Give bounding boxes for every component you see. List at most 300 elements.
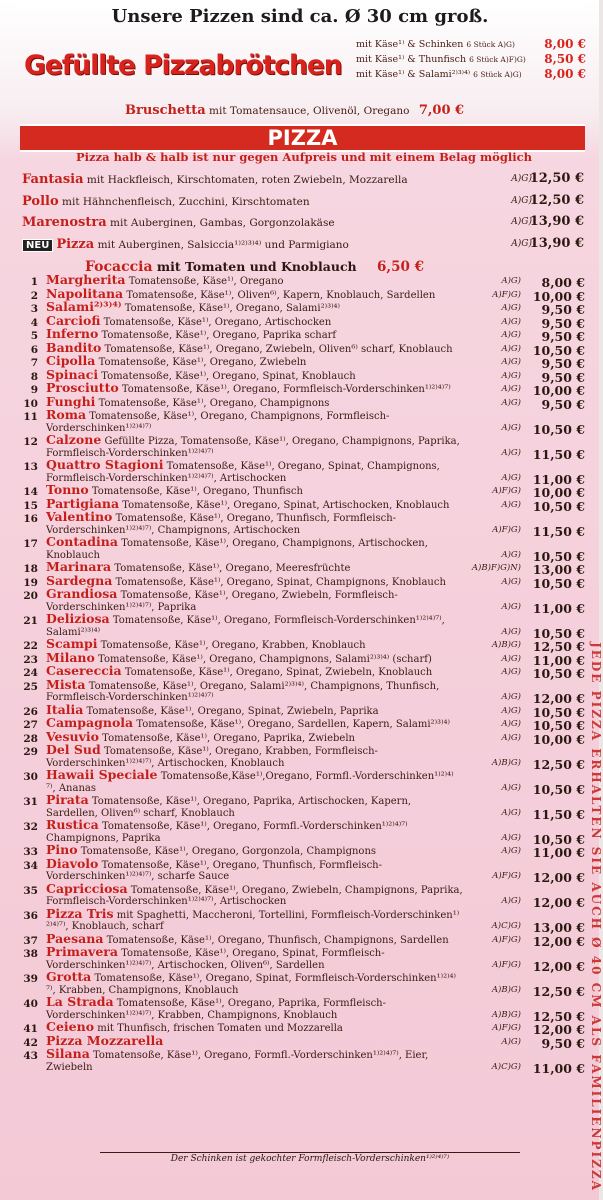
rolls-item-count: 6 Stück A)F)G) bbox=[469, 55, 526, 64]
item-number: 14 bbox=[23, 486, 38, 498]
item-desc: Tomatensoße, Käse¹⁾, Oliven⁶⁾, Kapern, Knoblauch, Sardellen bbox=[126, 289, 436, 301]
item-desc: Tomatensoße, Käse¹⁾, Oregano, Thunfisch, Formfleisch-Vorderschinken¹⁾²⁾⁴⁾⁷⁾, Champignons, Artischocken bbox=[46, 513, 397, 536]
item-name: Sardegna bbox=[46, 572, 113, 588]
menu-item bbox=[16, 969, 585, 999]
menu-item bbox=[16, 665, 585, 679]
item-number: 36 bbox=[23, 909, 38, 922]
item-name: Deliziosa bbox=[46, 611, 110, 626]
menu-item bbox=[16, 339, 585, 358]
item-number: 19 bbox=[23, 576, 38, 589]
item-name: Rustica bbox=[46, 817, 99, 832]
special-desc: mit Hackfleisch, Kirschtomaten, roten Zwiebeln, Mozzarella bbox=[86, 174, 408, 186]
item-price: 12,00 € bbox=[532, 870, 585, 885]
bruschetta-price: 7,00 € bbox=[418, 103, 465, 118]
rolls-item-label bbox=[356, 37, 515, 52]
item-number: 25 bbox=[23, 680, 38, 693]
item-name: Marinara bbox=[46, 559, 112, 574]
special-name: Pollo bbox=[22, 193, 59, 209]
item-name: Capricciosa bbox=[46, 880, 128, 896]
item-desc: Tomatensoße, Käse¹⁾, Oregano, Paprika, Artischocken, Kapern, Sardellen, Oliven⁶⁾ scharf, Knoblauch bbox=[46, 796, 412, 819]
item-price: 10,50 € bbox=[532, 718, 585, 733]
focaccia-price: 6,50 € bbox=[377, 259, 424, 275]
item-price: 9,50 € bbox=[541, 1035, 585, 1051]
rolls-item-count: 6 Stück A)G) bbox=[466, 40, 515, 49]
item-allergens: A)G) bbox=[501, 499, 521, 510]
item-name: Ceieno bbox=[46, 1019, 95, 1034]
item-desc: Tomatensoße, Käse¹⁾, Oregano, Spinat, Knoblauch bbox=[101, 370, 356, 382]
item-price: 10,50 € bbox=[532, 498, 585, 514]
item-price: 12,00 € bbox=[532, 958, 585, 974]
item-allergens: A)B)G) bbox=[491, 640, 521, 650]
side-banner bbox=[586, 630, 603, 1192]
item-text bbox=[46, 665, 463, 679]
item-desc: Tomatensoße, Käse¹⁾, Oregano, Sardellen, Kapern, Salami²⁾³⁾⁴⁾ bbox=[136, 719, 450, 730]
special-name: Marenostra bbox=[22, 215, 107, 230]
item-name: Prosciutto bbox=[46, 380, 119, 395]
item-text bbox=[46, 744, 463, 769]
menu-item bbox=[16, 312, 585, 331]
bruschetta-line bbox=[125, 103, 464, 118]
rolls-item-count: 6 Stück A)G) bbox=[473, 70, 522, 79]
item-number: 20 bbox=[23, 590, 38, 602]
item-number: 15 bbox=[23, 499, 38, 512]
item-desc: Tomatensoße, Käse¹⁾, Oregano, Spinat, Artischocken, Knoblauch bbox=[122, 499, 450, 511]
item-allergens: A)G) bbox=[501, 692, 521, 702]
item-number: 16 bbox=[23, 513, 38, 525]
item-name: Milano bbox=[46, 649, 95, 665]
item-allergens: A)G) bbox=[501, 397, 521, 408]
item-desc: Tomatensoße,Käse¹⁾,Oregano, Formfl.-Vorderschinken¹⁾²⁾⁴⁾⁷⁾, Ananas bbox=[46, 771, 454, 794]
item-name: Silana bbox=[46, 1046, 90, 1061]
item-desc: Tomatensoße, Käse¹⁾, Oregano, Zwiebeln, Formfleisch-Vorderschinken¹⁾²⁾⁴⁾⁷⁾, Paprika bbox=[46, 590, 398, 613]
rolls-item-price: 8,00 € bbox=[544, 67, 586, 81]
item-name: Margherita bbox=[46, 272, 126, 287]
item-desc: Tomatensoße, Käse¹⁾, Oregano, Champignons, Salami²⁾³⁾⁴⁾ (scharf) bbox=[98, 653, 432, 665]
menu-item bbox=[16, 844, 585, 858]
item-number: 23 bbox=[23, 653, 38, 666]
item-desc: Tomatensoße, Käse¹⁾, Oregano, Champignons, Artischocken, Knoblauch bbox=[46, 538, 428, 561]
item-allergens: A)F)G) bbox=[492, 486, 521, 496]
item-number: 18 bbox=[23, 563, 38, 575]
special-price: 13,90 € bbox=[529, 235, 584, 251]
item-text bbox=[46, 588, 463, 613]
item-desc: Tomatensoße, Käse¹⁾, Oregano, Thunfisch bbox=[91, 486, 303, 497]
item-number: 5 bbox=[30, 330, 38, 342]
special-item bbox=[22, 172, 584, 194]
item-price: 13,00 € bbox=[532, 562, 585, 577]
item-allergens: A)G) bbox=[501, 1036, 521, 1047]
item-price: 12,00 € bbox=[532, 1022, 585, 1037]
item-desc: Tomatensoße, Käse¹⁾, Oregano, Spinat, Champignons, Knoblauch bbox=[115, 576, 446, 588]
menu-item bbox=[16, 432, 585, 462]
item-allergens: A)F)G) bbox=[492, 1023, 521, 1033]
menu-item bbox=[16, 509, 585, 539]
item-desc: Tomatensoße, Käse¹⁾, Oregano, Formfl.-Vorderschinken¹⁾²⁾⁴⁾⁷⁾, Eier, Zwiebeln bbox=[46, 1050, 429, 1073]
item-number: 28 bbox=[23, 732, 38, 745]
special-price: 12,50 € bbox=[529, 171, 584, 186]
item-price: 10,50 € bbox=[532, 548, 585, 564]
item-text bbox=[46, 459, 463, 484]
item-allergens: A)G) bbox=[501, 447, 521, 458]
item-allergens: A)G) bbox=[501, 422, 521, 433]
item-desc: Tomatensoße, Käse¹⁾, Oregano, Gorgonzola, Champignons bbox=[80, 846, 377, 857]
special-price: 12,50 € bbox=[529, 192, 584, 208]
item-number: 13 bbox=[23, 461, 38, 473]
item-text bbox=[46, 1032, 463, 1049]
half-half-note: Pizza halb & halb ist nur gegen Aufpreis und mit einem Belag möglich bbox=[76, 150, 532, 164]
item-name: Napolitana bbox=[46, 285, 124, 301]
item-number: 2 bbox=[30, 289, 38, 302]
item-number: 24 bbox=[23, 667, 38, 679]
item-price: 12,50 € bbox=[532, 639, 585, 654]
menu-item bbox=[16, 880, 585, 910]
item-text bbox=[46, 638, 463, 652]
item-desc: Tomatensoße, Käse¹⁾, Oregano, Krabben, Knoblauch bbox=[100, 640, 366, 651]
item-desc: Tomatensoße, Käse¹⁾, Oregano, Paprika, Zwiebeln bbox=[102, 732, 355, 744]
pizza-section-title: PIZZA bbox=[267, 126, 338, 150]
item-allergens: A)G) bbox=[501, 576, 521, 587]
item-allergens: A)F)G) bbox=[492, 934, 521, 945]
menu-item bbox=[16, 676, 585, 706]
menu-item bbox=[16, 611, 585, 641]
item-number: 22 bbox=[23, 640, 38, 652]
item-price: 11,00 € bbox=[532, 600, 585, 616]
item-text bbox=[46, 946, 463, 971]
item-allergens: A)G) bbox=[501, 276, 521, 286]
new-badge: NEU bbox=[22, 239, 53, 252]
menu-item bbox=[16, 1046, 585, 1076]
item-allergens: A)G) bbox=[501, 626, 521, 637]
item-desc: mit Thunfisch, frischen Tomaten und Mozzarella bbox=[97, 1023, 343, 1034]
menu-item bbox=[16, 586, 585, 616]
special-price: 13,90 € bbox=[529, 214, 584, 229]
item-number: 35 bbox=[23, 884, 38, 897]
item-allergens: A)G) bbox=[501, 357, 521, 367]
item-text bbox=[46, 613, 463, 638]
item-text bbox=[46, 855, 463, 883]
item-price: 12,50 € bbox=[532, 756, 585, 772]
item-price: 13,00 € bbox=[532, 920, 585, 935]
item-name: Quattro Stagioni bbox=[46, 457, 164, 472]
item-text bbox=[46, 844, 463, 858]
item-number: 31 bbox=[23, 796, 38, 808]
item-allergens: A)G) bbox=[501, 370, 521, 381]
item-name: Funghi bbox=[46, 393, 96, 409]
item-allergens: A)G) bbox=[501, 653, 521, 664]
specials-list bbox=[22, 172, 584, 258]
item-desc: Tomatensoße, Käse¹⁾, Oregano, Paprika scharf bbox=[101, 330, 337, 341]
item-name: Vesuvio bbox=[46, 728, 99, 744]
special-allergens: A)G) bbox=[511, 217, 532, 227]
item-name: Primavera bbox=[46, 944, 118, 959]
item-number: 34 bbox=[23, 859, 38, 872]
item-text bbox=[46, 717, 463, 731]
item-name: Inferno bbox=[46, 326, 99, 341]
menu-item bbox=[16, 792, 585, 822]
menu-item bbox=[16, 742, 585, 772]
item-name: Hawaii Speciale bbox=[46, 767, 158, 782]
menu-item bbox=[16, 905, 585, 935]
item-price: 8,00 € bbox=[541, 275, 585, 290]
item-desc: Tomatensoße, Käse¹⁾, Oregano, Zwiebeln, Champignons, Paprika, Formfleisch-Vorderschinken¹⁾²⁾⁴⁾⁷⁾, Artischocken bbox=[46, 884, 463, 907]
pizza-section-bar bbox=[20, 124, 585, 152]
item-price: 12,00 € bbox=[532, 691, 585, 706]
item-allergens: A)G) bbox=[501, 667, 521, 677]
focaccia-name: Focaccia bbox=[85, 259, 153, 275]
item-price: 11,00 € bbox=[532, 1060, 585, 1076]
item-price: 11,50 € bbox=[532, 523, 585, 539]
item-text bbox=[46, 434, 463, 459]
item-number: 7 bbox=[30, 357, 38, 369]
item-price: 12,00 € bbox=[532, 895, 585, 910]
item-allergens: A)G) bbox=[501, 303, 521, 313]
item-desc: Tomatensoße, Käse¹⁾, Oregano, Champignons bbox=[98, 397, 330, 409]
side-banner-text: JEDE PIZZA ERHALTEN SIE AUCH Ø 40 CM ALS FAMILIENPIZZA bbox=[589, 642, 603, 1192]
menu-item bbox=[16, 717, 585, 731]
item-number: 43 bbox=[23, 1050, 38, 1062]
item-price: 10,50 € bbox=[532, 781, 585, 797]
item-price: 11,00 € bbox=[532, 845, 585, 860]
menu-item bbox=[16, 355, 585, 369]
item-allergens: A)B)G) bbox=[491, 984, 521, 995]
item-allergens: A)F)G) bbox=[492, 289, 521, 300]
item-desc: Tomatensoße, Käse¹⁾, Oregano bbox=[128, 276, 284, 287]
item-name: Carciofi bbox=[46, 312, 101, 328]
item-allergens: A)B)G) bbox=[491, 757, 521, 768]
item-text bbox=[46, 382, 463, 396]
item-number: 29 bbox=[23, 746, 38, 758]
item-desc: Tomatensoße, Käse¹⁾, Oregano, Spinat, Champignons, Formfleisch-Vorderschinken¹⁾²⁾⁴⁾⁷⁾, Artischocken bbox=[46, 461, 440, 484]
item-desc: Tomatensoße, Käse¹⁾, Oregano, Salami²⁾³⁾⁴⁾, Champignons, Thunfisch, Formfleisch-Vorderschinken¹⁾²⁾⁴⁾⁷⁾ bbox=[46, 680, 440, 703]
item-desc: Tomatensoße, Käse¹⁾, Oregano, Zwiebeln bbox=[98, 357, 307, 368]
focaccia-desc: mit Tomaten und Knoblauch bbox=[156, 259, 357, 274]
menu-item bbox=[16, 534, 585, 564]
item-allergens: A)B)F)G)N) bbox=[471, 563, 521, 573]
item-desc: Tomatensoße, Käse¹⁾, Oregano, Meeresfrüchte bbox=[114, 563, 351, 574]
menu-item bbox=[16, 1032, 585, 1051]
item-number: 12 bbox=[23, 436, 38, 448]
item-text bbox=[46, 880, 463, 908]
item-allergens: A)F)G) bbox=[492, 959, 521, 970]
item-desc: Tomatensoße, Käse¹⁾, Oregano, Champignons, Formfleisch-Vorderschinken¹⁾²⁾⁴⁾⁷⁾ bbox=[46, 411, 390, 434]
special-item bbox=[22, 215, 584, 237]
item-desc: mit Spaghetti, Maccheroni, Tortellini, Formfleisch-Vorderschinken¹⁾²⁾⁴⁾⁷⁾, Knoblauch, scharf bbox=[46, 909, 460, 932]
menu-item bbox=[16, 382, 585, 396]
item-allergens: A)G) bbox=[501, 601, 521, 612]
item-price: 9,50 € bbox=[541, 356, 585, 371]
item-price: 10,50 € bbox=[532, 666, 585, 681]
item-number: 42 bbox=[23, 1036, 38, 1049]
rolls-item-text: mit Käse¹⁾ & Schinken bbox=[356, 39, 464, 50]
item-allergens: A)G) bbox=[501, 472, 521, 483]
item-number: 10 bbox=[23, 397, 38, 410]
item-price: 9,50 € bbox=[541, 369, 585, 385]
item-number: 37 bbox=[23, 934, 38, 947]
item-text bbox=[46, 676, 463, 704]
item-name: Salami²⁾³⁾⁴⁾ bbox=[46, 299, 122, 314]
item-number: 17 bbox=[23, 538, 38, 550]
item-text bbox=[46, 1048, 463, 1073]
item-name: Diavolo bbox=[46, 855, 99, 871]
item-desc: Tomatensoße, Käse¹⁾, Oregano, Formfleisch-Vorderschinken¹⁾²⁾⁴⁾⁷⁾ bbox=[121, 384, 451, 395]
item-allergens: A)G) bbox=[501, 330, 521, 340]
item-price: 9,50 € bbox=[541, 329, 585, 344]
item-name: Calzone bbox=[46, 432, 102, 447]
item-desc: Tomatensoße, Käse¹⁾, Oregano, Salami²⁾³⁾⁴⁾ bbox=[124, 303, 341, 314]
rolls-item bbox=[356, 52, 586, 67]
bruschetta-name: Bruschetta bbox=[125, 103, 206, 118]
special-allergens: A)G) bbox=[511, 195, 532, 206]
item-allergens: A)G) bbox=[501, 316, 521, 327]
rolls-item-price: 8,00 € bbox=[544, 37, 586, 51]
item-number: 38 bbox=[23, 948, 38, 960]
item-allergens: A)G) bbox=[501, 343, 521, 354]
pizza-menu-list bbox=[16, 272, 585, 1076]
item-desc: Tomatensoße, Käse¹⁾, Oregano, Paprika, Formfleisch-Vorderschinken¹⁾²⁾⁴⁾⁷⁾, Krabben, Champignons, Knoblauch bbox=[46, 998, 387, 1021]
item-name: Grandiosa bbox=[46, 586, 118, 601]
item-text bbox=[46, 971, 463, 996]
item-name: Pizza Tris bbox=[46, 905, 114, 921]
item-number: 3 bbox=[30, 303, 38, 315]
bruschetta-desc: mit Tomatensauce, Olivenöl, Oregano bbox=[209, 105, 410, 117]
item-price: 10,50 € bbox=[532, 342, 585, 358]
pizza-size-note: Unsere Pizzen sind ca. Ø 30 cm groß. bbox=[111, 6, 489, 27]
rolls-item-text: mit Käse¹⁾ & Salami²⁾³⁾⁴⁾ bbox=[356, 69, 471, 80]
rolls-item bbox=[356, 37, 586, 52]
item-name: Scampi bbox=[46, 636, 98, 651]
item-price: 10,50 € bbox=[532, 704, 585, 720]
menu-item bbox=[16, 944, 585, 974]
item-name: Tonno bbox=[46, 482, 89, 497]
item-price: 10,00 € bbox=[532, 383, 585, 398]
item-desc: Tomatensoße, Käse¹⁾, Oregano, Formfl.-Vorderschinken¹⁾²⁾⁴⁾⁷⁾ Champignons, Paprika bbox=[46, 821, 408, 844]
item-name: Pizza Mozzarella bbox=[46, 1032, 164, 1048]
item-price: 10,50 € bbox=[532, 421, 585, 437]
special-name: Pizza bbox=[56, 236, 95, 252]
item-allergens: A)G) bbox=[501, 832, 521, 843]
rolls-item bbox=[356, 67, 586, 82]
item-price: 10,50 € bbox=[532, 575, 585, 591]
item-text bbox=[46, 328, 463, 342]
rolls-item-label bbox=[356, 67, 522, 82]
menu-item bbox=[16, 817, 585, 847]
item-allergens: A)C)G) bbox=[491, 921, 521, 931]
item-text bbox=[46, 536, 463, 561]
rolls-item-price: 8,50 € bbox=[544, 52, 586, 66]
item-price: 12,50 € bbox=[532, 1008, 585, 1024]
item-name: Pirata bbox=[46, 792, 89, 807]
item-text bbox=[46, 355, 463, 369]
item-price: 11,50 € bbox=[532, 806, 585, 822]
item-desc: Tomatensoße, Käse¹⁾, Oregano, Spinat, Formfleisch-Vorderschinken¹⁾²⁾⁴⁾⁷⁾, Artischocken, Oliven⁶⁾, Sardellen bbox=[46, 948, 385, 971]
item-text bbox=[46, 794, 463, 819]
item-name: Partigiana bbox=[46, 495, 120, 511]
item-allergens: A)G) bbox=[501, 549, 521, 560]
item-desc: Tomatensoße, Käse¹⁾, Oregano, Spinat, Formfleisch-Vorderschinken¹⁾²⁾⁴⁾⁷⁾, Krabben, Champignons, Knoblauch bbox=[46, 973, 457, 996]
menu-item bbox=[16, 994, 585, 1024]
item-name: Valentino bbox=[46, 509, 113, 524]
item-text bbox=[46, 728, 463, 745]
item-name: Roma bbox=[46, 407, 87, 422]
item-allergens: A)F)G) bbox=[492, 871, 521, 881]
item-number: 40 bbox=[23, 998, 38, 1010]
item-desc: Tomatensoße, Käse¹⁾, Oregano, Thunfisch, Champignons, Sardellen bbox=[106, 934, 449, 946]
item-allergens: A)G) bbox=[501, 807, 521, 818]
menu-item bbox=[16, 407, 585, 437]
item-number: 1 bbox=[30, 276, 38, 288]
item-name: Paesana bbox=[46, 930, 104, 946]
special-desc: mit Auberginen, Salsiccia¹⁾²⁾³⁾⁴⁾ und Parmigiano bbox=[97, 238, 349, 251]
item-price: 9,50 € bbox=[541, 302, 585, 317]
item-name: Casereccia bbox=[46, 663, 122, 678]
item-allergens: A)F)G) bbox=[492, 524, 521, 535]
item-allergens: A)G) bbox=[501, 896, 521, 906]
rolls-title: Gefüllte Pizzabrötchen bbox=[24, 50, 342, 81]
item-allergens: A)G) bbox=[501, 732, 521, 743]
item-allergens: A)G) bbox=[501, 705, 521, 716]
menu-item bbox=[16, 638, 585, 652]
item-text bbox=[46, 769, 463, 794]
item-number: 6 bbox=[30, 343, 38, 356]
special-desc: mit Hähnchenfleisch, Zucchini, Kirschtomaten bbox=[62, 195, 310, 208]
item-name: Spinaci bbox=[46, 366, 99, 382]
item-text bbox=[46, 819, 463, 844]
rolls-item-label bbox=[356, 52, 526, 67]
item-price: 11,00 € bbox=[532, 471, 585, 487]
item-allergens: A)G) bbox=[501, 384, 521, 394]
item-name: Contadina bbox=[46, 534, 118, 549]
item-allergens: A)C)G) bbox=[491, 1061, 521, 1072]
special-item bbox=[22, 194, 584, 216]
item-desc: Tomatensoße, Käse¹⁾, Oregano, Spinat, Zwiebeln, Knoblauch bbox=[124, 667, 433, 678]
item-price: 10,00 € bbox=[532, 485, 585, 500]
item-price: 12,50 € bbox=[532, 983, 585, 999]
special-item bbox=[22, 237, 584, 259]
rolls-list bbox=[356, 37, 586, 82]
item-text bbox=[46, 312, 463, 329]
item-allergens: A)G) bbox=[501, 846, 521, 856]
item-number: 39 bbox=[23, 973, 38, 985]
item-number: 21 bbox=[23, 615, 38, 627]
item-number: 8 bbox=[30, 370, 38, 383]
menu-item bbox=[16, 301, 585, 315]
item-name: Mista bbox=[46, 676, 86, 692]
item-allergens: A)B)G) bbox=[491, 1009, 521, 1020]
menu-item bbox=[16, 767, 585, 797]
item-number: 11 bbox=[23, 411, 38, 423]
item-text bbox=[46, 409, 463, 434]
footer-note: Der Schinken ist gekochter Formfleisch-Vorderschinken¹⁾²⁾⁴⁾⁷⁾ bbox=[100, 1152, 520, 1164]
item-name: Grotta bbox=[46, 969, 92, 984]
item-number: 30 bbox=[23, 771, 38, 783]
special-name: Fantasia bbox=[22, 172, 84, 187]
item-number: 26 bbox=[23, 705, 38, 718]
item-text bbox=[46, 301, 463, 315]
item-number: 41 bbox=[23, 1023, 38, 1035]
item-price: 10,50 € bbox=[532, 625, 585, 641]
item-name: Del Sud bbox=[46, 742, 101, 757]
item-text bbox=[46, 339, 463, 356]
special-allergens: A)G) bbox=[511, 174, 532, 184]
item-number: 9 bbox=[30, 384, 38, 396]
item-price: 10,00 € bbox=[532, 288, 585, 304]
item-price: 12,00 € bbox=[532, 933, 585, 949]
item-number: 4 bbox=[30, 316, 38, 329]
item-desc: Tomatensoße, Käse¹⁾, Oregano, Formfleisch-Vorderschinken¹⁾²⁾⁴⁾⁷⁾, Salami²⁾³⁾⁴⁾ bbox=[46, 615, 445, 638]
item-name: Bandito bbox=[46, 339, 102, 355]
special-allergens: A)G) bbox=[511, 238, 532, 249]
item-name: Cipolla bbox=[46, 353, 96, 368]
